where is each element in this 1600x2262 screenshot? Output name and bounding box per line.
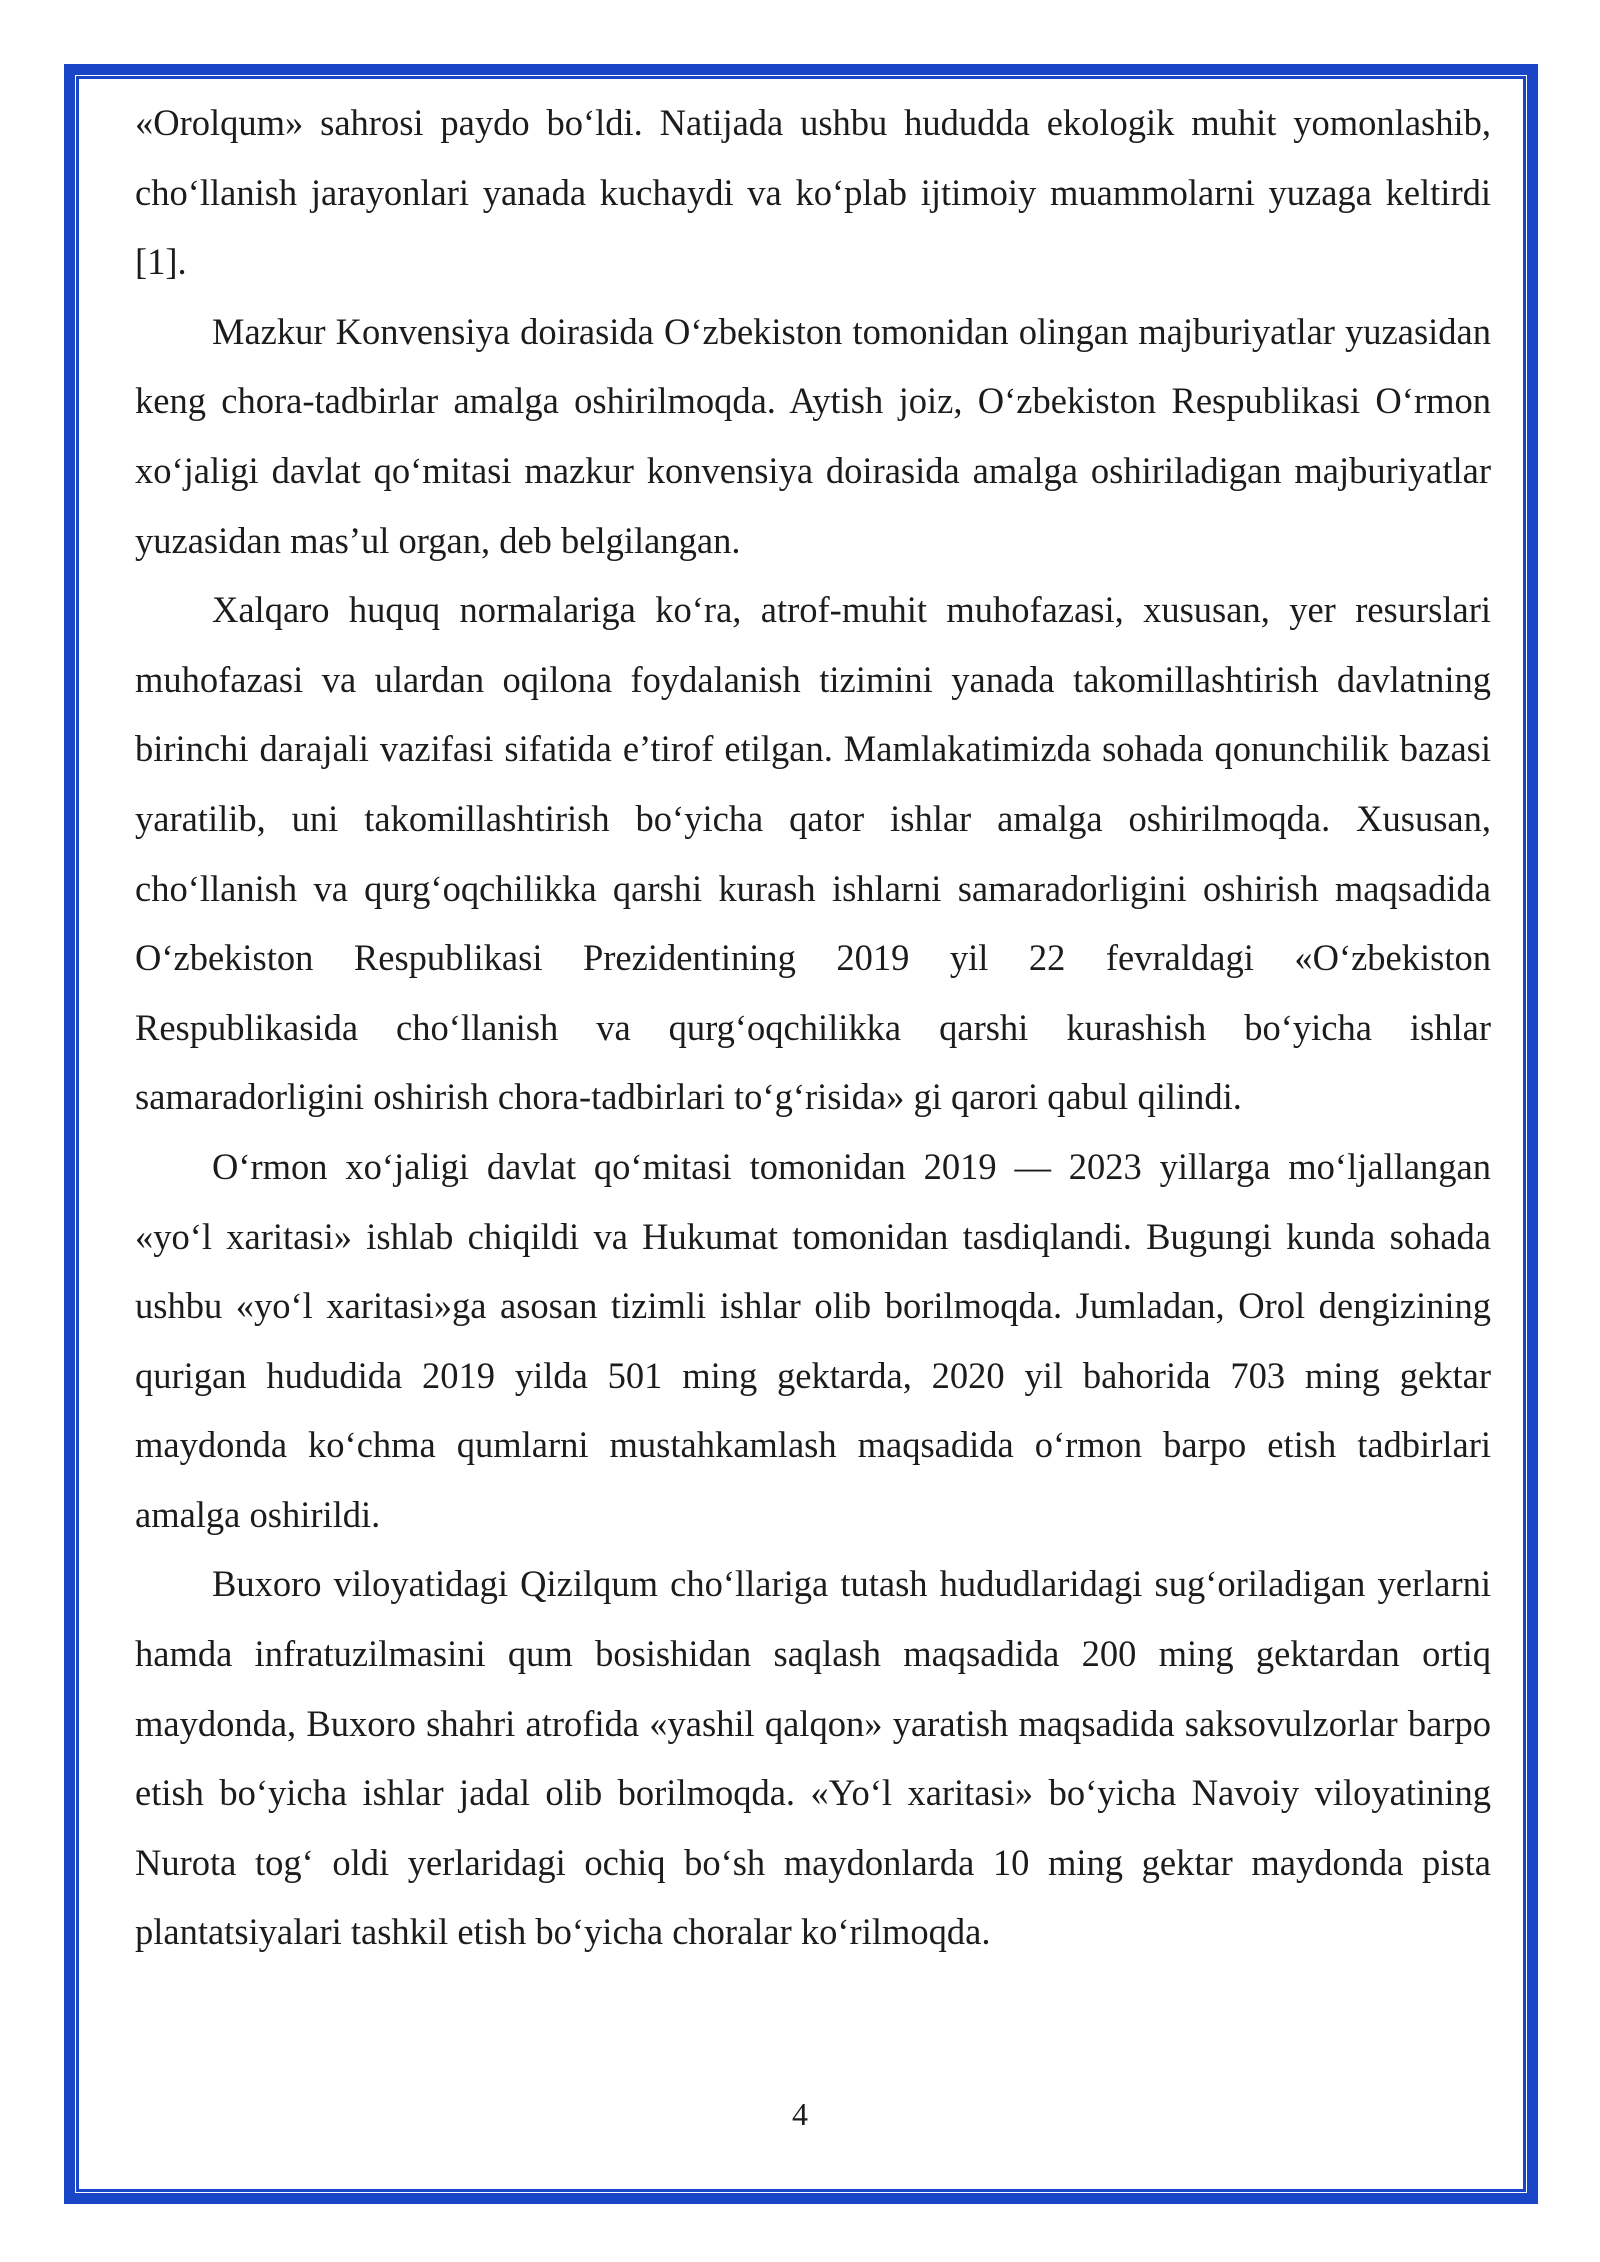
- paragraph-road-map: O‘rmon xo‘jaligi davlat qo‘mitasi tomonidan 2019 — 2023 yillarga mo‘ljallangan «yo‘l xaritasi» ishlab chiqildi va Hukumat tomonidan tasdiqlandi. Bugungi kunda sohada ushbu «yo‘l xaritasi»ga asosan tizimli ishlar olib borilmoqda. Jumladan, Orol dengizining qurigan hududida 2019 yilda 501 ming gektarda, 2020 yil bahorida 703 ming gektar maydonda ko‘chma qumlarni mustahkamlash maqsadida o‘rmon barpo etish tadbirlari amalga oshirildi.: [135, 1145, 1491, 1535]
- paragraph-continuation: «Orolqum» sahrosi paydo bo‘ldi. Natijada ushbu hududda ekologik muhit yomonlashib, cho‘llanish jarayonlari yanada kuchaydi va ko‘plab ijtimoiy muammolarni yuzaga keltirdi [1].: [135, 102, 1491, 283]
- paragraph-international-law: Xalqaro huquq normalariga ko‘ra, atrof-muhit muhofazasi, xususan, yer resurslari muhofazasi va ulardan oqilona foydalanish tizimini yanada takomillashtirish davlatning birinchi darajali vazifasi sifatida e’tirof etilgan. Mamlakatimizda sohada qonunchilik bazasi yaratilib, uni takomillashtirish bo‘yicha qator ishlar amalga oshirilmoqda. Xususan, cho‘llanish va qurg‘oqchilikka qarshi kurash ishlarni samaradorligini oshirish maqsadida O‘zbekiston Respublikasi Prezidentining 2019 yil 22 fevraldagi «O‘zbekiston Respublikasida cho‘llanish va qurg‘oqchilikka qarshi kurashish bo‘yicha ishlar samaradorligini oshirish chora-tadbirlari to‘g‘risida» gi qarori qabul qilindi.: [135, 589, 1491, 1118]
- document-body: [135, 88, 1491, 1967]
- paragraph-convention: Mazkur Konvensiya doirasida O‘zbekiston tomonidan olingan majburiyatlar yuzasidan keng chora-tadbirlar amalga oshirilmoqda. Aytish joiz, O‘zbekiston Respublikasi O‘rmon xo‘jaligi davlat qo‘mitasi mazkur konvensiya doirasida amalga oshiriladigan majburiyatlar yuzasidan mas’ul organ, deb belgilangan.: [135, 310, 1491, 561]
- paragraph-bukhara: Buxoro viloyatidagi Qizilqum cho‘llariga tutash hududlaridagi sug‘oriladigan yerlarni hamda infratuzilmasini qum bosishidan saqlash maqsadida 200 ming gektardan ortiq maydonda, Buxoro shahri atrofida «yashil qalqon» yaratish maqsadida saksovulzorlar barpo etish bo‘yicha ishlar jadal olib borilmoqda. «Yo‘l xaritasi» bo‘yicha Navoiy viloyatining Nurota tog‘ oldi yerlaridagi ochiq bo‘sh maydonlarda 10 ming gektar maydonda pista plantatsiyalari tashkil etish bo‘yicha choralar ko‘rilmoqda.: [135, 1563, 1491, 1953]
- page-number: 4: [792, 2096, 808, 2132]
